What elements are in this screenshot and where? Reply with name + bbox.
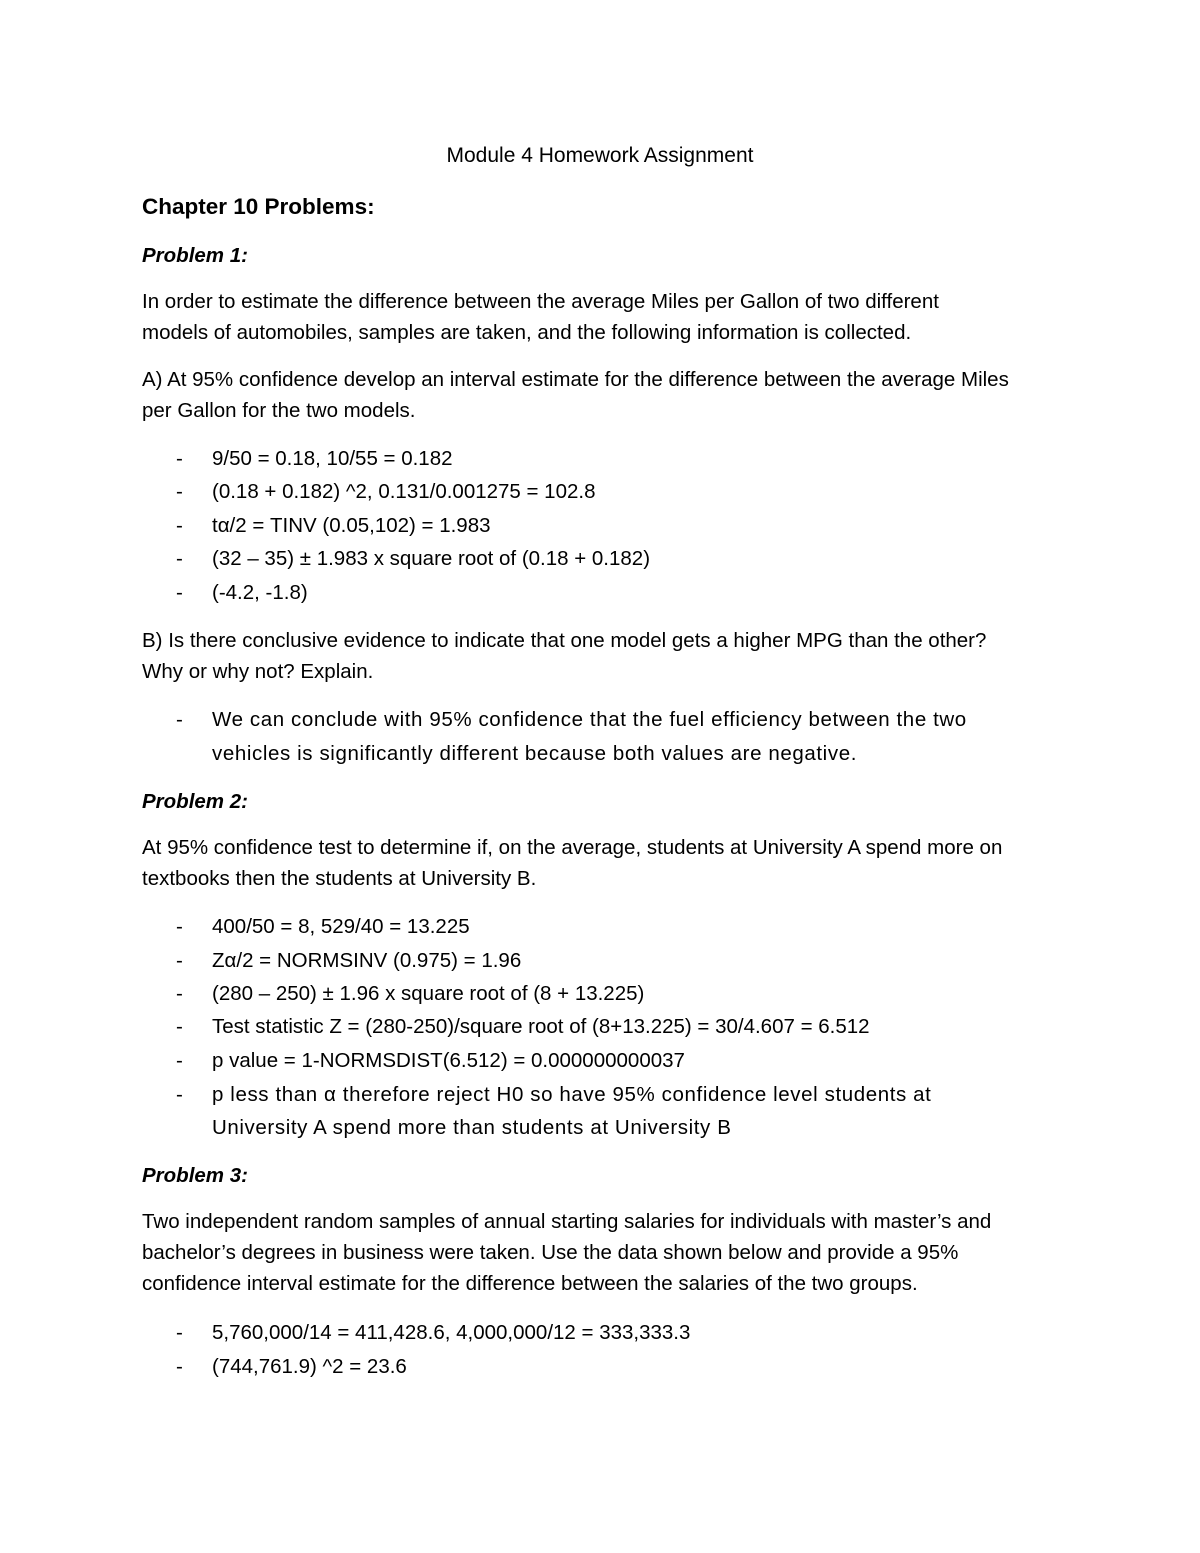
bullet-text: University A spend more than students at University B bbox=[212, 1116, 732, 1139]
bullet-text: vehicles is significantly different because both values are negative. bbox=[212, 742, 857, 765]
document-title: Module 4 Homework Assignment bbox=[446, 144, 754, 167]
chapter-heading: Chapter 10 Problems: bbox=[142, 194, 375, 219]
bullet-marker: - bbox=[176, 915, 183, 938]
bullet-text: p less than α therefore reject H0 so have 95% confidence level students at bbox=[212, 1083, 932, 1106]
problem-1-part-b-line-2: Why or why not? Explain. bbox=[142, 660, 374, 683]
bullet-marker: - bbox=[176, 982, 183, 1005]
problem-1-part-a-line-2: per Gallon for the two models. bbox=[142, 399, 416, 422]
problem-3-intro-line-3: confidence interval estimate for the difference between the salaries of the two groups. bbox=[142, 1272, 918, 1295]
bullet-text: 9/50 = 0.18, 10/55 = 0.182 bbox=[212, 447, 453, 470]
bullet-marker: - bbox=[176, 447, 183, 470]
bullet-text: 5,760,000/14 = 411,428.6, 4,000,000/12 = 333,333.3 bbox=[212, 1321, 691, 1344]
bullet-text: Zα/2 = NORMSINV (0.975) = 1.96 bbox=[212, 949, 522, 972]
bullet-marker: - bbox=[176, 1083, 183, 1106]
bullet-marker: - bbox=[176, 514, 183, 537]
bullet-marker: - bbox=[176, 581, 183, 604]
problem-1-part-a-line-1: A) At 95% confidence develop an interval estimate for the difference between the average Miles bbox=[142, 368, 1009, 391]
bullet-text: (-4.2, -1.8) bbox=[212, 581, 308, 604]
problem-1-intro-line-2: models of automobiles, samples are taken, and the following information is collected. bbox=[142, 321, 912, 344]
bullet-marker: - bbox=[176, 547, 183, 570]
bullet-text: p value = 1-NORMSDIST(6.512) = 0.000000000037 bbox=[212, 1049, 685, 1072]
problem-1-intro-line-1: In order to estimate the difference between the average Miles per Gallon of two different bbox=[142, 290, 939, 313]
bullet-text: (744,761.9) ^2 = 23.6 bbox=[212, 1355, 407, 1378]
bullet-marker: - bbox=[176, 480, 183, 503]
bullet-text: tα/2 = TINV (0.05,102) = 1.983 bbox=[212, 514, 491, 537]
bullet-text: (280 – 250) ± 1.96 x square root of (8 + 13.225) bbox=[212, 982, 645, 1005]
bullet-text: Test statistic Z = (280-250)/square root of (8+13.225) = 30/4.607 = 6.512 bbox=[212, 1015, 870, 1038]
bullet-marker: - bbox=[176, 708, 183, 731]
bullet-marker: - bbox=[176, 1015, 183, 1038]
bullet-marker: - bbox=[176, 949, 183, 972]
bullet-text: We can conclude with 95% confidence that the fuel efficiency between the two bbox=[212, 708, 967, 731]
bullet-text: (32 – 35) ± 1.983 x square root of (0.18 + 0.182) bbox=[212, 547, 651, 570]
problem-3-intro-line-1: Two independent random samples of annual starting salaries for individuals with master’s and bbox=[142, 1210, 992, 1233]
problem-3-heading: Problem 3: bbox=[142, 1164, 248, 1187]
bullet-marker: - bbox=[176, 1321, 183, 1344]
problem-2-intro-line-1: At 95% confidence test to determine if, on the average, students at University A spend more on bbox=[142, 836, 1003, 859]
bullet-text: 400/50 = 8, 529/40 = 13.225 bbox=[212, 915, 470, 938]
bullet-text: (0.18 + 0.182) ^2, 0.131/0.001275 = 102.8 bbox=[212, 480, 596, 503]
problem-3-intro-line-2: bachelor’s degrees in business were taken. Use the data shown below and provide a 95% bbox=[142, 1241, 959, 1264]
bullet-marker: - bbox=[176, 1355, 183, 1378]
problem-1-heading: Problem 1: bbox=[142, 244, 248, 267]
problem-1-part-b-line-1: B) Is there conclusive evidence to indicate that one model gets a higher MPG than the other? bbox=[142, 629, 987, 652]
bullet-marker: - bbox=[176, 1049, 183, 1072]
problem-2-intro-line-2: textbooks then the students at University B. bbox=[142, 867, 537, 890]
problem-2-heading: Problem 2: bbox=[142, 790, 248, 813]
